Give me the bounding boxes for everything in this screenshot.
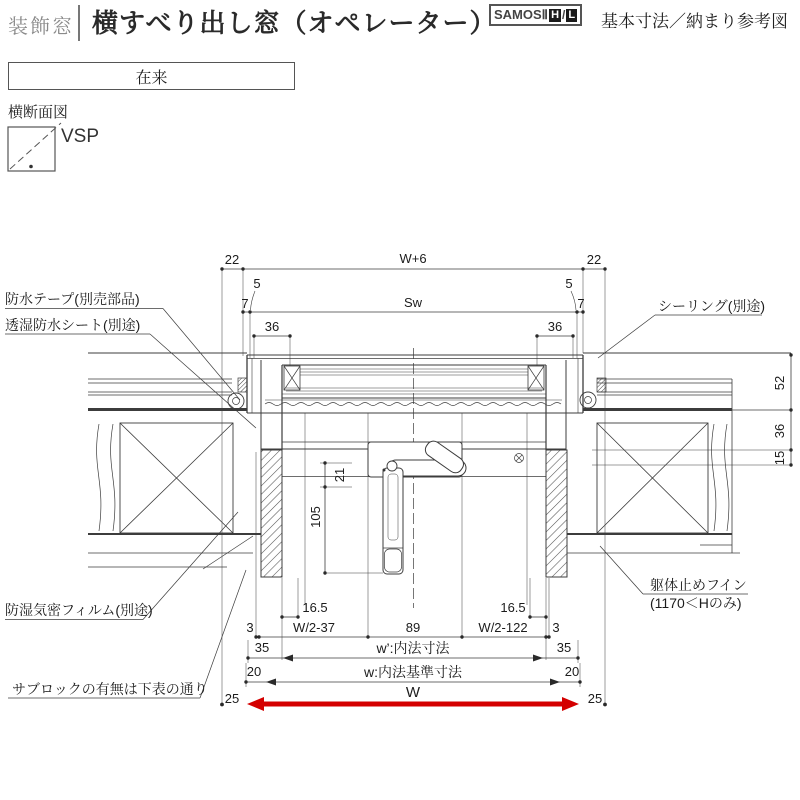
callout-breathable-sheet: 透湿防水シート(別途) (5, 317, 141, 333)
dim-105: 105 (308, 506, 323, 528)
dim-36-left: 36 (264, 319, 280, 334)
document-type-label: 基本寸法／納まり参考図 (601, 12, 788, 31)
dim-25-left: 25 (224, 691, 240, 706)
dim-3-right: 3 (552, 620, 560, 635)
dim-35-right: 35 (556, 640, 572, 655)
callout-sealing: シーリング(別途) (658, 298, 766, 314)
callout-sublock-note: サブロックの有無は下表の通り (12, 681, 208, 697)
dim-36-vertical: 36 (772, 423, 787, 439)
dimension-lines (222, 269, 791, 705)
dim-20-right: 20 (564, 664, 580, 679)
series-h-mark: H (551, 8, 560, 21)
dim-overall-w: W (405, 684, 421, 701)
dim-top-right: 22 (586, 252, 602, 267)
dim-top-center: W+6 (399, 251, 427, 266)
series-slash: / (562, 8, 566, 22)
dim-w2-37: W/2-37 (293, 620, 335, 635)
dim-165-right: 16.5 (500, 600, 526, 615)
dim-36-right: 36 (547, 319, 563, 334)
dim-3-left: 3 (246, 620, 254, 635)
cross-section-label: 横断面図 (8, 104, 69, 121)
dim-w2-122: W/2-122 (478, 620, 528, 635)
dim-base-width-label: w:内法基準寸法 (364, 664, 462, 680)
dim-7-right: 7 (577, 296, 585, 311)
dim-inner-width-label: w’:内法寸法 (376, 640, 450, 656)
series-name: SAMOSⅡ (494, 7, 549, 22)
window-category-label: 装飾窓 (8, 16, 74, 38)
callout-moisture-film: 防湿気密フィルム(別途) (5, 602, 153, 618)
dim-15: 15 (772, 450, 787, 466)
page-title: 横すべり出し窓（オペレーター） (92, 8, 497, 38)
jamb-casing-right (546, 450, 567, 577)
dimension-ticks (220, 267, 793, 706)
callout-waterproof-tape: 防水テープ(別売部品) (5, 291, 140, 307)
callout-body-stop-fin-1: 躯体止めフイン (650, 577, 747, 593)
dim-21: 21 (332, 467, 347, 483)
glass-symbol-label: VSP (61, 126, 100, 147)
dim-7-left: 7 (241, 296, 249, 311)
dim-35-left: 35 (254, 640, 270, 655)
glass-spec-icon (8, 123, 61, 171)
dim-25-right: 25 (587, 691, 603, 706)
dim-52: 52 (772, 375, 787, 391)
wall-left (88, 353, 261, 569)
dim-offset5-left: 5 (253, 276, 261, 291)
sash-and-glass (282, 365, 546, 450)
dim-sw: Sw (403, 295, 423, 310)
dim-89: 89 (405, 620, 421, 635)
dim-offset5-right: 5 (565, 276, 573, 291)
jamb-casing-left (261, 450, 282, 577)
operator-handle (368, 438, 466, 574)
dim-165-left: 16.5 (302, 600, 328, 615)
callout-body-stop-fin-2: (1170＜Hのみ) (650, 595, 742, 611)
dim-20-left: 20 (246, 664, 262, 679)
series-l-mark: L (568, 8, 576, 21)
dim-top-left: 22 (224, 252, 240, 267)
construction-type-label: 在来 (135, 69, 168, 87)
